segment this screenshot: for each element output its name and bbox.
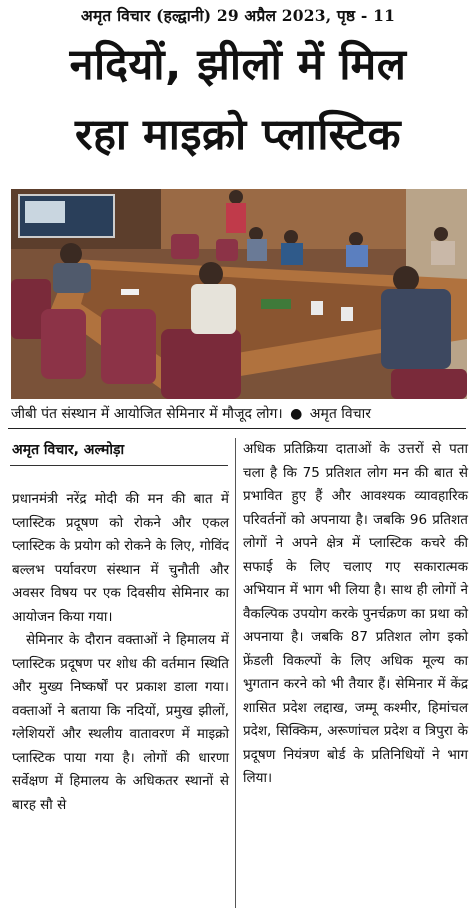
photo-credit: अमृत विचार xyxy=(309,406,371,422)
article-paragraph-1: प्रधानमंत्री नरेंद्र मोदी की मन की बात में प्लास्टिक प्रदूषण को रोकने और एकल प्लास्टिक के प्रयोग को रोकने के लिए, गोविंद बल्लभ पर्यावरण संस्थान में चुनौती और अवसर विषय पर एक दिवसीय सेमिनार का आयोजन किया गया। xyxy=(12,491,229,625)
article-left-column xyxy=(12,488,229,817)
dateline-divider xyxy=(10,465,228,466)
headline xyxy=(4,30,472,170)
caption-text: जीबी पंत संस्थान में आयोजित सेमिनार में मौजूद लोग। xyxy=(11,406,283,422)
article-right-column xyxy=(243,438,468,791)
masthead: अमृत विचार (हल्द्वानी) 29 अप्रैल 2023, पृष्ठ - 11 xyxy=(80,6,396,25)
column-divider xyxy=(235,438,236,908)
dateline: अमृत विचार, अल्मोड़ा xyxy=(12,442,125,458)
headline-line-1: नदियों, झीलों में मिल xyxy=(69,40,407,90)
headline-line-2: रहा माइक्रो प्लास्टिक xyxy=(75,110,401,160)
seminar-photo xyxy=(11,189,467,399)
article-paragraph-3: अधिक प्रतिक्रिया दाताओं के उत्तरों से पता चला है कि 75 प्रतिशत लोग मन की बात से प्रभावित हुए हैं और आवश्यक व्यावहारिक परिवर्तनों को अपनाया है। जबकि 96 प्रतिशत लोगों ने अपने क्षेत्र में प्लास्टिक कचरे की सफाई के लिए चलाए गए सकारात्मक अभियान में भाग भी लिया है। साथ ही लोगों ने वैकल्पिक उपयोग करके पुनर्चक्रण का प्रथा को अपनाया है। जबकि 87 प्रतिशत लोग इको फ्रेंडली विकल्पों के लिए अधिक मूल्य का भुगतान करने को भी तैयार हैं। सेमिनार में केंद्र शासित प्रदेश लद्दाख, जम्मू कश्मीर, हिमांचल प्रदेश, सिक्किम, अरूणांचल प्रदेश व त्रिपुरा के प्रदूषण नियंत्रण बोर्ड के प्रतिनिधियों ने भाग लिया। xyxy=(243,441,468,786)
bullet-icon: ● xyxy=(290,406,303,422)
section-divider xyxy=(8,428,466,429)
photo-caption xyxy=(11,401,467,427)
article-paragraph-2: सेमिनार के दौरान वक्ताओं ने हिमालय में प्लास्टिक प्रदूषण पर शोध की वर्तमान स्थिति और मुख्य निष्कर्षों पर प्रकाश डाला गया। वक्ताओं ने बताया कि नदियों, प्रमुख झीलों, ग्लेशियरों और स्थलीय वातावरण में माइक्रो प्लास्टिक पाया गया है। लोगों की धारणा सर्वेक्षण में हिमालय के अधिकतर स्थानों से बारह सौ से xyxy=(12,632,229,813)
seminar-photo-illustration xyxy=(11,189,467,399)
